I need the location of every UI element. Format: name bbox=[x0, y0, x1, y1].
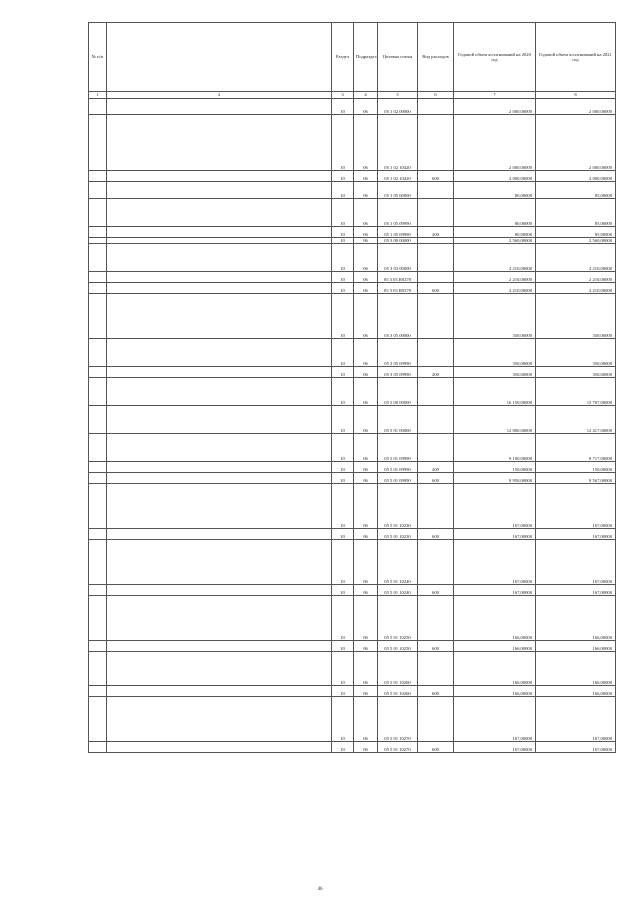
row-podrazdel: 06 bbox=[354, 199, 378, 227]
table-row bbox=[89, 434, 616, 462]
row-razdel: 10 bbox=[332, 294, 354, 339]
row-amount-2020: 350,00000 bbox=[454, 294, 536, 339]
row-expense-type bbox=[418, 182, 454, 199]
row-description bbox=[107, 686, 332, 697]
table-row bbox=[89, 339, 616, 367]
row-podrazdel: 06 bbox=[354, 652, 378, 686]
row-expense-type: 600 bbox=[418, 742, 454, 753]
row-number bbox=[89, 115, 107, 171]
row-number bbox=[89, 686, 107, 697]
row-razdel: 10 bbox=[332, 171, 354, 182]
header-2021: Годовой объем ассигнований на 2021 год bbox=[536, 23, 616, 92]
row-razdel: 10 bbox=[332, 434, 354, 462]
row-description bbox=[107, 227, 332, 238]
column-number: 4 bbox=[354, 92, 378, 99]
row-number bbox=[89, 199, 107, 227]
table-row bbox=[89, 742, 616, 753]
row-target-article: 05 3 03 R0270 bbox=[378, 283, 418, 294]
row-razdel: 10 bbox=[332, 462, 354, 473]
row-podrazdel: 06 bbox=[354, 115, 378, 171]
row-amount-2020: 16 150,00000 bbox=[454, 378, 536, 406]
row-razdel: 10 bbox=[332, 283, 354, 294]
row-description bbox=[107, 742, 332, 753]
row-podrazdel: 06 bbox=[354, 244, 378, 272]
row-amount-2020: 167,00000 bbox=[454, 585, 536, 596]
row-amount-2021: 167,00000 bbox=[536, 697, 616, 742]
row-expense-type bbox=[418, 99, 454, 115]
row-number bbox=[89, 171, 107, 182]
row-razdel: 10 bbox=[332, 529, 354, 540]
column-number: 7 bbox=[454, 92, 536, 99]
row-description bbox=[107, 473, 332, 484]
row-description bbox=[107, 115, 332, 171]
row-amount-2021: 167,00000 bbox=[536, 585, 616, 596]
row-amount-2021: 15 767,00000 bbox=[536, 378, 616, 406]
row-expense-type: 200 bbox=[418, 227, 454, 238]
row-podrazdel: 06 bbox=[354, 272, 378, 283]
row-amount-2020: 2 210,00000 bbox=[454, 272, 536, 283]
row-target-article: 05 5 01 10270 bbox=[378, 742, 418, 753]
row-amount-2021: 167,00000 bbox=[536, 742, 616, 753]
row-amount-2021: 8 717,00000 bbox=[536, 434, 616, 462]
row-description bbox=[107, 652, 332, 686]
row-podrazdel: 06 bbox=[354, 585, 378, 596]
row-target-article: 05 5 01 09990 bbox=[378, 473, 418, 484]
row-amount-2021: 2 000,00000 bbox=[536, 171, 616, 182]
row-description bbox=[107, 99, 332, 115]
row-amount-2021: 350,00000 bbox=[536, 339, 616, 367]
row-expense-type bbox=[418, 697, 454, 742]
row-description bbox=[107, 378, 332, 406]
row-amount-2020: 2 000,00000 bbox=[454, 171, 536, 182]
row-description bbox=[107, 596, 332, 641]
row-amount-2020: 80,00000 bbox=[454, 227, 536, 238]
row-amount-2021: 350,00000 bbox=[536, 367, 616, 378]
row-number bbox=[89, 283, 107, 294]
row-expense-type bbox=[418, 406, 454, 434]
header-2020: Годовой объем ассигнований на 2020 год bbox=[454, 23, 536, 92]
table-row bbox=[89, 473, 616, 484]
row-podrazdel: 06 bbox=[354, 686, 378, 697]
row-target-article: 05 5 01 09990 bbox=[378, 434, 418, 462]
row-expense-type bbox=[418, 339, 454, 367]
row-razdel: 10 bbox=[332, 115, 354, 171]
row-amount-2021: 166,00000 bbox=[536, 641, 616, 652]
row-description bbox=[107, 406, 332, 434]
row-expense-type bbox=[418, 596, 454, 641]
row-amount-2020: 166,00000 bbox=[454, 641, 536, 652]
row-amount-2021: 2 000,00000 bbox=[536, 115, 616, 171]
row-podrazdel: 06 bbox=[354, 283, 378, 294]
row-razdel: 10 bbox=[332, 540, 354, 585]
table-row bbox=[89, 244, 616, 272]
row-amount-2021: 166,00000 bbox=[536, 596, 616, 641]
row-razdel: 10 bbox=[332, 182, 354, 199]
row-amount-2021: 85,00000 bbox=[536, 199, 616, 227]
table-row bbox=[89, 99, 616, 115]
row-amount-2020: 350,00000 bbox=[454, 367, 536, 378]
row-target-article: 05 3 03 00000 bbox=[378, 244, 418, 272]
row-target-article: 05 3 03 R0270 bbox=[378, 272, 418, 283]
row-description bbox=[107, 585, 332, 596]
row-target-article: 05 1 05 00000 bbox=[378, 182, 418, 199]
row-description bbox=[107, 540, 332, 585]
row-amount-2021: 85,00000 bbox=[536, 182, 616, 199]
row-target-article: 05 1 05 09990 bbox=[378, 227, 418, 238]
row-amount-2020: 166,00000 bbox=[454, 686, 536, 697]
table-row bbox=[89, 378, 616, 406]
row-razdel: 10 bbox=[332, 406, 354, 434]
row-podrazdel: 06 bbox=[354, 596, 378, 641]
row-amount-2020: 166,00000 bbox=[454, 652, 536, 686]
row-target-article: 05 5 01 00000 bbox=[378, 406, 418, 434]
table-row bbox=[89, 596, 616, 641]
row-podrazdel: 06 bbox=[354, 529, 378, 540]
row-number bbox=[89, 272, 107, 283]
row-target-article: 05 1 05 09990 bbox=[378, 199, 418, 227]
row-podrazdel: 06 bbox=[354, 378, 378, 406]
header-name bbox=[107, 23, 332, 92]
row-target-article: 05 1 02 00000 bbox=[378, 99, 418, 115]
row-amount-2021: 167,00000 bbox=[536, 484, 616, 529]
row-number bbox=[89, 473, 107, 484]
table-row bbox=[89, 652, 616, 686]
table-row bbox=[89, 462, 616, 473]
row-amount-2021: 167,00000 bbox=[536, 540, 616, 585]
row-amount-2021: 166,00000 bbox=[536, 686, 616, 697]
row-target-article: 05 1 02 10420 bbox=[378, 171, 418, 182]
row-razdel: 10 bbox=[332, 378, 354, 406]
page-number: 46 bbox=[317, 887, 323, 892]
row-description bbox=[107, 244, 332, 272]
column-number: 3 bbox=[332, 92, 354, 99]
row-amount-2020: 166,00000 bbox=[454, 596, 536, 641]
table-row bbox=[89, 294, 616, 339]
row-expense-type bbox=[418, 540, 454, 585]
row-number bbox=[89, 434, 107, 462]
row-number bbox=[89, 596, 107, 641]
row-target-article: 05 5 01 10240 bbox=[378, 585, 418, 596]
row-amount-2021: 12 417,00000 bbox=[536, 406, 616, 434]
row-amount-2020: 167,00000 bbox=[454, 484, 536, 529]
row-podrazdel: 06 bbox=[354, 99, 378, 115]
table-row bbox=[89, 272, 616, 283]
row-amount-2021: 2 210,00000 bbox=[536, 283, 616, 294]
column-number: 5 bbox=[378, 92, 418, 99]
row-expense-type: 600 bbox=[418, 641, 454, 652]
row-expense-type bbox=[418, 434, 454, 462]
row-podrazdel: 06 bbox=[354, 540, 378, 585]
row-podrazdel: 06 bbox=[354, 697, 378, 742]
table-row bbox=[89, 283, 616, 294]
row-amount-2021: 166,00000 bbox=[536, 652, 616, 686]
table-row bbox=[89, 585, 616, 596]
column-number-row bbox=[89, 92, 616, 99]
row-expense-type bbox=[418, 272, 454, 283]
header-csr: Целевая статья bbox=[378, 23, 418, 92]
row-amount-2021: 150,00000 bbox=[536, 462, 616, 473]
row-target-article: 05 5 01 10230 bbox=[378, 484, 418, 529]
row-razdel: 10 bbox=[332, 227, 354, 238]
table-row bbox=[89, 367, 616, 378]
row-description bbox=[107, 434, 332, 462]
row-razdel: 10 bbox=[332, 238, 354, 244]
row-target-article: 05 5 01 10250 bbox=[378, 641, 418, 652]
row-description bbox=[107, 182, 332, 199]
row-expense-type bbox=[418, 484, 454, 529]
row-number bbox=[89, 227, 107, 238]
row-amount-2020: 2 210,00000 bbox=[454, 283, 536, 294]
row-expense-type bbox=[418, 378, 454, 406]
row-number bbox=[89, 697, 107, 742]
row-number bbox=[89, 529, 107, 540]
row-expense-type bbox=[418, 652, 454, 686]
row-target-article: 05 5 01 10270 bbox=[378, 697, 418, 742]
column-number: 2 bbox=[107, 92, 332, 99]
row-number bbox=[89, 652, 107, 686]
table-row bbox=[89, 171, 616, 182]
row-target-article: 05 5 01 10230 bbox=[378, 529, 418, 540]
header-razdel: Раздел bbox=[332, 23, 354, 92]
row-expense-type: 600 bbox=[418, 585, 454, 596]
row-target-article: 05 5 01 10240 bbox=[378, 540, 418, 585]
row-description bbox=[107, 272, 332, 283]
row-target-article: 05 5 01 10260 bbox=[378, 652, 418, 686]
row-razdel: 10 bbox=[332, 596, 354, 641]
row-target-article: 05 5 01 09990 bbox=[378, 462, 418, 473]
header-vr: Вид расходов bbox=[418, 23, 454, 92]
row-number bbox=[89, 378, 107, 406]
row-amount-2021: 2 210,00000 bbox=[536, 272, 616, 283]
row-number bbox=[89, 182, 107, 199]
row-expense-type bbox=[418, 115, 454, 171]
budget-table bbox=[88, 22, 616, 753]
row-target-article: 05 5 01 10260 bbox=[378, 686, 418, 697]
row-amount-2020: 9 100,00000 bbox=[454, 434, 536, 462]
row-podrazdel: 06 bbox=[354, 462, 378, 473]
row-target-article: 05 3 05 09990 bbox=[378, 367, 418, 378]
row-description bbox=[107, 339, 332, 367]
row-expense-type: 200 bbox=[418, 367, 454, 378]
table-row bbox=[89, 686, 616, 697]
row-podrazdel: 06 bbox=[354, 182, 378, 199]
row-description bbox=[107, 171, 332, 182]
table-row bbox=[89, 484, 616, 529]
row-razdel: 10 bbox=[332, 742, 354, 753]
row-number bbox=[89, 244, 107, 272]
row-description bbox=[107, 462, 332, 473]
row-razdel: 10 bbox=[332, 339, 354, 367]
row-razdel: 10 bbox=[332, 686, 354, 697]
row-amount-2020: 350,00000 bbox=[454, 339, 536, 367]
row-razdel: 10 bbox=[332, 272, 354, 283]
row-number bbox=[89, 406, 107, 434]
row-expense-type bbox=[418, 199, 454, 227]
row-podrazdel: 06 bbox=[354, 406, 378, 434]
row-razdel: 10 bbox=[332, 473, 354, 484]
column-number: 6 bbox=[418, 92, 454, 99]
row-amount-2020: 150,00000 bbox=[454, 462, 536, 473]
row-razdel: 10 bbox=[332, 585, 354, 596]
row-description bbox=[107, 697, 332, 742]
table-header-row bbox=[89, 23, 616, 92]
row-podrazdel: 06 bbox=[354, 294, 378, 339]
row-expense-type bbox=[418, 294, 454, 339]
row-podrazdel: 06 bbox=[354, 434, 378, 462]
row-number bbox=[89, 540, 107, 585]
row-target-article: 05 3 00 00000 bbox=[378, 238, 418, 244]
row-podrazdel: 06 bbox=[354, 484, 378, 529]
table-row bbox=[89, 529, 616, 540]
table-row bbox=[89, 641, 616, 652]
row-razdel: 10 bbox=[332, 641, 354, 652]
row-razdel: 10 bbox=[332, 244, 354, 272]
row-target-article: 05 5 00 00000 bbox=[378, 378, 418, 406]
row-amount-2020: 8 950,00000 bbox=[454, 473, 536, 484]
column-number: 1 bbox=[89, 92, 107, 99]
row-amount-2021: 2 210,00000 bbox=[536, 244, 616, 272]
row-expense-type: 600 bbox=[418, 283, 454, 294]
row-number bbox=[89, 294, 107, 339]
row-number bbox=[89, 742, 107, 753]
row-amount-2020: 2 000,00000 bbox=[454, 99, 536, 115]
row-expense-type: 200 bbox=[418, 462, 454, 473]
row-number bbox=[89, 367, 107, 378]
table-row bbox=[89, 182, 616, 199]
table-row bbox=[89, 115, 616, 171]
header-podrazdel: Подраздел bbox=[354, 23, 378, 92]
table-row bbox=[89, 697, 616, 742]
row-expense-type: 600 bbox=[418, 686, 454, 697]
row-number bbox=[89, 484, 107, 529]
row-description bbox=[107, 641, 332, 652]
row-expense-type: 600 bbox=[418, 473, 454, 484]
row-description bbox=[107, 283, 332, 294]
row-number bbox=[89, 641, 107, 652]
row-amount-2021: 85,00000 bbox=[536, 227, 616, 238]
column-number: 8 bbox=[536, 92, 616, 99]
row-amount-2020: 2 560,00000 bbox=[454, 238, 536, 244]
row-number bbox=[89, 585, 107, 596]
row-amount-2020: 2 000,00000 bbox=[454, 115, 536, 171]
row-description bbox=[107, 529, 332, 540]
row-number bbox=[89, 339, 107, 367]
row-podrazdel: 06 bbox=[354, 238, 378, 244]
row-amount-2020: 167,00000 bbox=[454, 697, 536, 742]
row-amount-2021: 2 560,00000 bbox=[536, 238, 616, 244]
row-amount-2020: 80,00000 bbox=[454, 199, 536, 227]
row-amount-2021: 8 567,00000 bbox=[536, 473, 616, 484]
row-expense-type: 600 bbox=[418, 529, 454, 540]
row-razdel: 10 bbox=[332, 367, 354, 378]
row-razdel: 10 bbox=[332, 199, 354, 227]
row-description bbox=[107, 367, 332, 378]
row-amount-2020: 167,00000 bbox=[454, 529, 536, 540]
row-amount-2020: 80,00000 bbox=[454, 182, 536, 199]
row-razdel: 10 bbox=[332, 697, 354, 742]
row-amount-2020: 167,00000 bbox=[454, 742, 536, 753]
row-number bbox=[89, 99, 107, 115]
row-amount-2021: 167,00000 bbox=[536, 529, 616, 540]
table-row bbox=[89, 540, 616, 585]
row-amount-2020: 167,00000 bbox=[454, 540, 536, 585]
row-amount-2021: 350,00000 bbox=[536, 294, 616, 339]
row-number bbox=[89, 462, 107, 473]
row-razdel: 10 bbox=[332, 484, 354, 529]
row-target-article: 05 5 01 10250 bbox=[378, 596, 418, 641]
table-row bbox=[89, 406, 616, 434]
row-target-article: 05 3 05 09990 bbox=[378, 339, 418, 367]
row-amount-2021: 2 000,00000 bbox=[536, 99, 616, 115]
row-amount-2020: 12 800,00000 bbox=[454, 406, 536, 434]
row-podrazdel: 06 bbox=[354, 227, 378, 238]
row-podrazdel: 06 bbox=[354, 473, 378, 484]
row-podrazdel: 06 bbox=[354, 742, 378, 753]
row-razdel: 10 bbox=[332, 652, 354, 686]
row-description bbox=[107, 199, 332, 227]
row-description bbox=[107, 294, 332, 339]
row-expense-type: 600 bbox=[418, 171, 454, 182]
row-podrazdel: 06 bbox=[354, 171, 378, 182]
table-row bbox=[89, 227, 616, 238]
row-podrazdel: 06 bbox=[354, 367, 378, 378]
row-podrazdel: 06 bbox=[354, 339, 378, 367]
row-description bbox=[107, 484, 332, 529]
row-expense-type bbox=[418, 244, 454, 272]
header-num: № п/п bbox=[89, 23, 107, 92]
row-amount-2020: 2 210,00000 bbox=[454, 244, 536, 272]
row-target-article: 05 1 02 10420 bbox=[378, 115, 418, 171]
table-row bbox=[89, 199, 616, 227]
row-podrazdel: 06 bbox=[354, 641, 378, 652]
row-razdel: 10 bbox=[332, 99, 354, 115]
row-target-article: 05 3 05 00000 bbox=[378, 294, 418, 339]
